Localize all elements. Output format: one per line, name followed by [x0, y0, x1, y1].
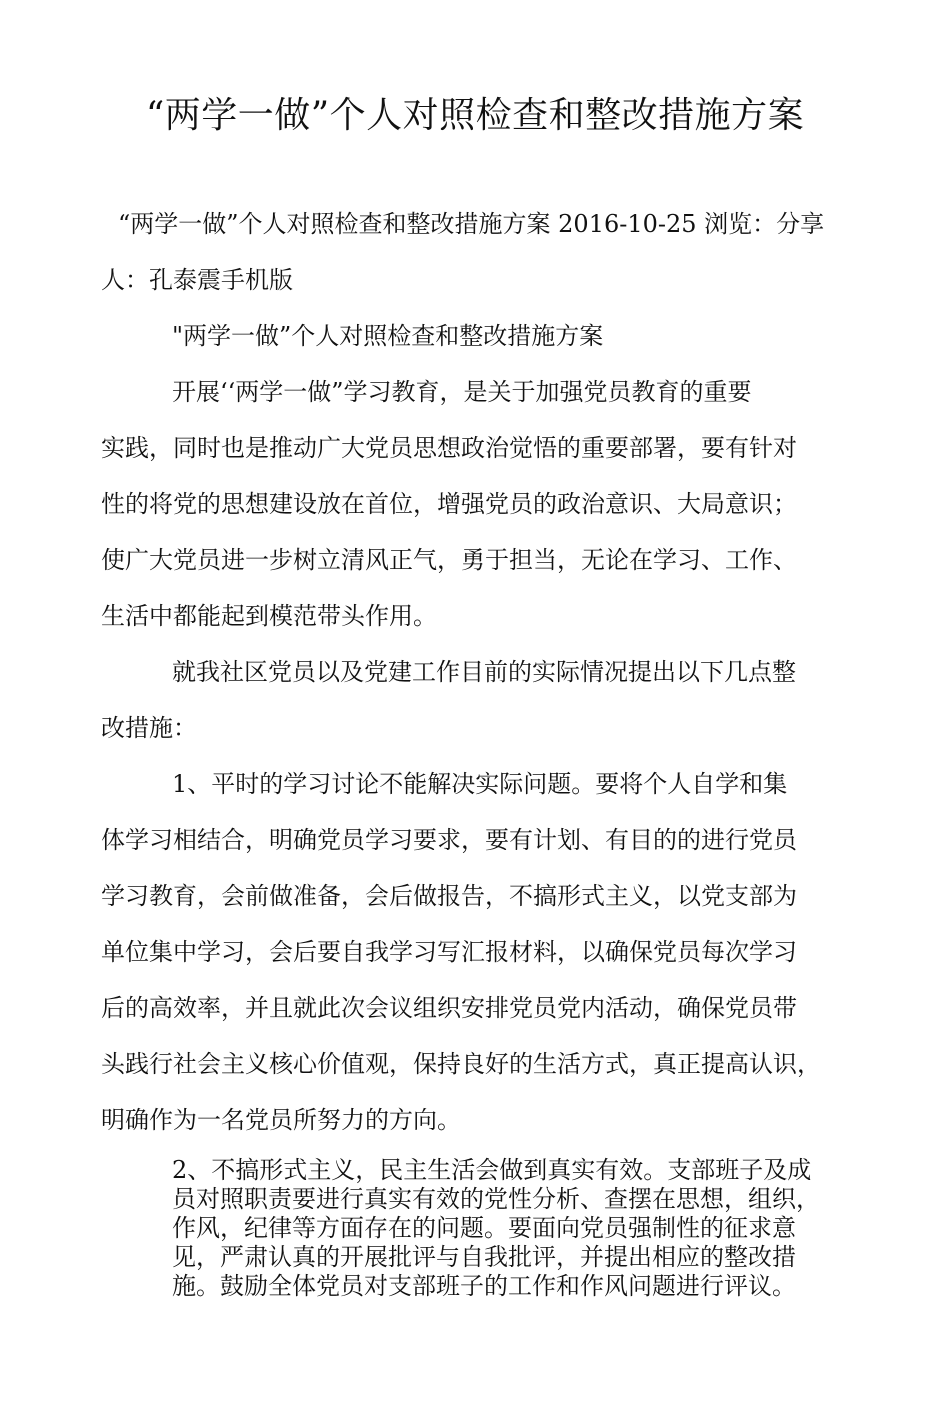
paragraph-line: 性的将党的思想建设放在首位，增强党员的政治意识、大局意识；: [101, 490, 797, 518]
paragraph-line: 实践，同时也是推动广大党员思想政治觉悟的重要部署，要有针对: [101, 434, 797, 462]
compact-paragraph-line: 作风，纪律等方面存在的问题。要面向党员强制性的征求意: [172, 1214, 796, 1242]
compact-paragraph-line: 员对照职责要进行真实有效的党性分析、查摆在思想，组织，: [172, 1185, 820, 1213]
paragraph-line: 后的高效率，并且就此次会议组织安排党员党内活动，确保党员带: [101, 994, 797, 1022]
compact-paragraph: [172, 1156, 872, 1301]
paragraph-line: 使广大党员进一步树立清风正气，勇于担当，无论在学习、工作、: [101, 546, 797, 574]
paragraph-line: 单位集中学习，会后要自我学习写汇报材料，以确保党员每次学习: [101, 938, 797, 966]
paragraph-line: 体学习相结合，明确党员学习要求，要有计划、有目的的进行党员: [101, 826, 797, 854]
paragraph-line: 学习教育，会前做准备，会后做报告，不搞形式主义，以党支部为: [101, 882, 797, 910]
paragraph-line: 就我社区党员以及党建工作目前的实际情况提出以下几点整: [172, 658, 796, 686]
paragraph-line: 1、平时的学习讨论不能解决实际问题。要将个人自学和集: [172, 770, 788, 798]
paragraph-line: 生活中都能起到模范带头作用。: [101, 602, 437, 630]
subtitle-line: "两学一做”个人对照检查和整改措施方案: [172, 322, 604, 350]
document-title: “两学一做”个人对照检查和整改措施方案: [145, 95, 805, 136]
header-line-1: “两学一做”个人对照检查和整改措施方案 2016-10-25 浏览：分享: [118, 210, 825, 238]
header-line-2: 人：孔泰震手机版: [101, 266, 293, 294]
paragraph-line: 明确作为一名党员所努力的方向。: [101, 1106, 461, 1134]
paragraph-line: 头践行社会主义核心价值观，保持良好的生活方式，真正提高认识，: [101, 1050, 821, 1078]
paragraph-line: 开展‘‘两学一做”学习教育，是关于加强党员教育的重要: [172, 378, 752, 406]
compact-paragraph-line: 见，严肃认真的开展批评与自我批评，并提出相应的整改措: [172, 1243, 796, 1271]
paragraph-line: 改措施：: [101, 714, 197, 742]
compact-paragraph-line: 2、不搞形式主义，民主生活会做到真实有效。支部班子及成: [172, 1156, 812, 1184]
compact-paragraph-line: 施。鼓励全体党员对支部班子的工作和作风问题进行评议。: [172, 1272, 796, 1300]
